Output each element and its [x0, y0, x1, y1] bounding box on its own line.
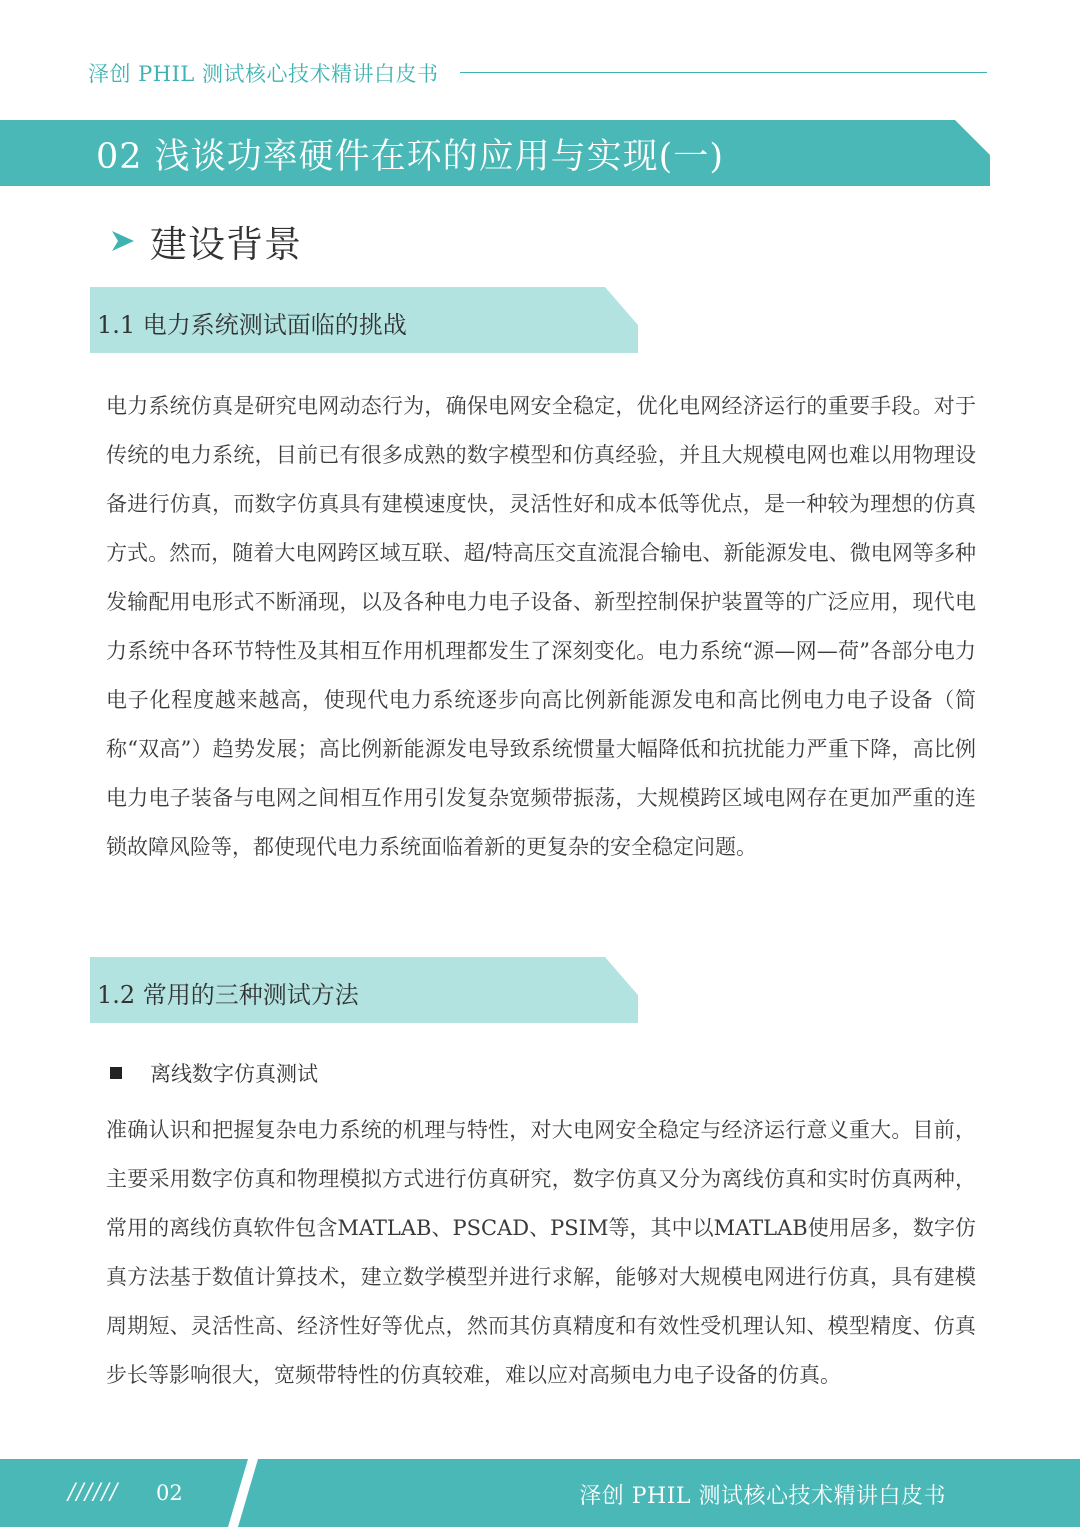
paragraph-2: 准确认识和把握复杂电力系统的机理与特性，对大电网安全稳定与经济运行意义重大。目前，主要采用数字仿真和物理模拟方式进行仿真研究，数字仿真又分为离线仿真和实时仿真两种，常用的离线仿真软件包含MATLAB、PSCAD、PSIM等，其中以MATLAB使用居多，数字仿真方法基于数值计算技术，建立数学模型并进行求解，能够对大规模电网进行仿真，具有建模周期短、灵活性高、经济性好等优点，然而其仿真精度和有效性受机理认知、模型精度、仿真步长等影响很大，宽频带特性的仿真较难，难以应对高频电力电子设备的仿真。 — [106, 1118, 976, 1387]
header-divider — [460, 72, 987, 73]
header-title: 泽创 PHIL 测试核心技术精讲白皮书 — [88, 62, 439, 86]
page-number: 02 — [156, 1481, 183, 1505]
section-heading — [110, 214, 302, 268]
section-title: 建设背景 — [150, 223, 302, 266]
chapter-title: 02 浅谈功率硬件在环的应用与实现(一) — [96, 137, 724, 177]
bullet-label: 离线数字仿真测试 — [150, 1062, 318, 1086]
subsection-title-1: 1.1 电力系统测试面临的挑战 — [97, 311, 407, 339]
footer-title: 泽创 PHIL 测试核心技术精讲白皮书 — [579, 1484, 946, 1509]
bullet-item — [110, 1058, 318, 1088]
arrow-right-icon — [110, 228, 136, 254]
paragraph-1: 电力系统仿真是研究电网动态行为，确保电网安全稳定，优化电网经济运行的重要手段。对于传统的电力系统，目前已有很多成熟的数字模型和仿真经验，并且大规模电网也难以用物理设备进行仿真，而数字仿真具有建模速度快，灵活性好和成本低等优点，是一种较为理想的仿真方式。然而，随着大电网跨区域互联、超/特高压交直流混合输电、新能源发电、微电网等多种发输配用电形式不断涌现，以及各种电力电子设备、新型控制保护装置等的广泛应用，现代电力系统中各环节特性及其相互作用机理都发生了深刻变化。电力系统“源—网—荷”各部分电力电子化程度越来越高，使现代电力系统逐步向高比例新能源发电和高比例电力电子设备（简称“双高”）趋势发展；高比例新能源发电导致系统惯量大幅降低和抗扰能力严重下降，高比例电力电子装备与电网之间相互作用引发复杂宽频带振荡，大规模跨区域电网存在更加严重的连锁故障风险等，都使现代电力系统面临着新的更复杂的安全稳定问题。 — [106, 394, 976, 859]
subsection-title-2: 1.2 常用的三种测试方法 — [97, 981, 359, 1009]
footer-slashes: ////// — [68, 1480, 119, 1505]
square-bullet-icon — [110, 1067, 122, 1079]
